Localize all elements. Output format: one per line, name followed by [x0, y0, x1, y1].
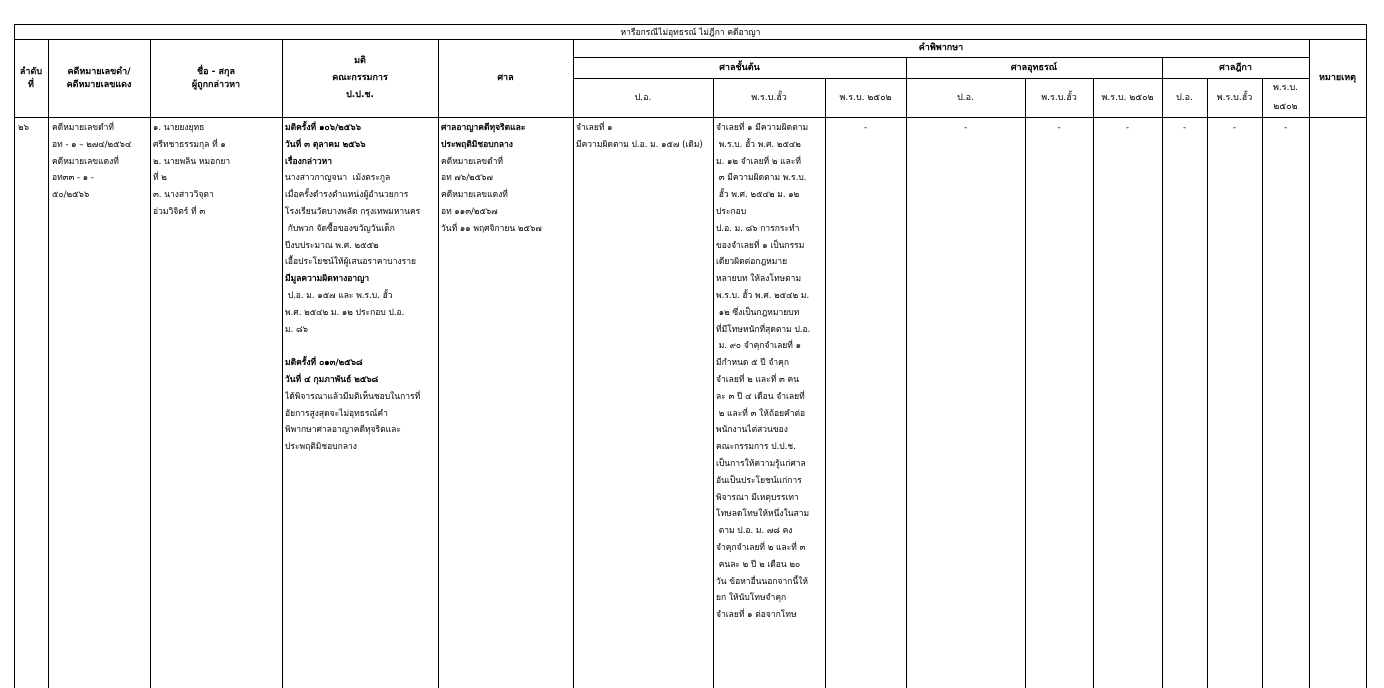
text-line: ยก ให้นับโทษจำคุก	[716, 593, 787, 604]
text-line: ของจำเลยที่ ๑ เป็นกรรม	[716, 240, 805, 251]
row-first-2502: -	[863, 123, 868, 134]
text-line: พ.ร.บ. ฮั้ว พ.ศ. ๒๕๔๒ ม.	[716, 290, 810, 301]
column-divider	[1093, 78, 1094, 688]
column-divider	[713, 78, 714, 688]
header-judgment: คำพิพากษา	[918, 43, 964, 54]
row-first-anticorrupt	[716, 120, 824, 624]
header-no-line: ที่	[28, 79, 34, 90]
text-line: ที่มีโทษหนักที่สุดตาม ป.อ.	[716, 324, 811, 335]
text-line: โรงเรียนวัดบางพลัด กรุงเทพมหานคร	[285, 206, 421, 217]
text-line: ๓. นางสาววิจุตา	[153, 190, 214, 201]
row-appeal-2502: -	[1125, 123, 1130, 134]
text-line: ประกอบ	[716, 206, 747, 217]
table-border-left	[14, 24, 15, 688]
subheader-first-anticorrupt: พ.ร.บ.ฮั้ว	[751, 92, 787, 103]
text-line: นางสาวกาญจนา เม้งตระกูล	[285, 173, 391, 184]
header-appeal-court: ศาลอุทธรณ์	[1010, 62, 1058, 73]
bold-text-line: เรื่องกล่าวหา	[285, 156, 333, 167]
subheader-supreme-anticorrupt: พ.ร.บ.ฮั้ว	[1216, 92, 1253, 103]
text-line: ได้พิจารณาแล้วมีมติเห็นชอบในการที่	[285, 391, 421, 402]
text-line: คดีหมายเลขดำที่	[52, 123, 114, 133]
bold-text-line: ประพฤติมิชอบกลาง	[441, 139, 513, 150]
text-line: มีความผิดตาม ป.อ. ม. ๑๕๗ (เดิม)	[576, 139, 703, 150]
text-line: ประพฤติมิชอบกลาง	[285, 442, 357, 453]
header-supreme-court: ศาลฎีกา	[1219, 62, 1252, 73]
subheader-appeal-pa: ป.อ.	[957, 92, 974, 103]
text-line: เป็นการให้ความรู้แก่ศาล	[716, 458, 806, 469]
text-line: เอื้อประโยชน์ให้ผู้เสนอราคาบางราย	[285, 257, 416, 268]
header-resolution-line: คณะกรรมการ	[332, 73, 388, 83]
text-line: คดีหมายเลขแดงที่	[52, 156, 119, 167]
row-supreme-pa: -	[1182, 123, 1187, 134]
text-line: ม. ๙๐ จำคุกจำเลยที่ ๑	[716, 341, 801, 352]
text-line: ๒ และที่ ๓ ให้ถ้อยคำต่อ	[716, 408, 806, 419]
column-divider	[48, 39, 49, 688]
header-case-no-line: คดีหมายเลขแดง	[66, 79, 132, 90]
bold-text-line: ศาลอาญาคดีทุจริตและ	[441, 123, 526, 133]
text-line: พิจารณา มีเหตุบรรเทา	[716, 492, 799, 503]
subheader-supreme-2502-line: ๒๕๐๒	[1273, 102, 1298, 112]
column-divider	[1309, 39, 1310, 688]
subheader-supreme-2502	[1262, 79, 1309, 117]
header-name-line: ผู้ถูกกล่าวหา	[191, 79, 241, 90]
column-divider	[1262, 78, 1263, 688]
text-line: พนักงานไต่สวนของ	[716, 425, 788, 436]
column-divider	[573, 39, 574, 688]
column-divider	[1162, 57, 1163, 688]
subheader-supreme-2502-line: พ.ร.บ.	[1272, 83, 1299, 93]
row-supreme-2502: -	[1283, 123, 1288, 134]
text-line: กับพวก จัดซื้อของขวัญวันเด็ก	[285, 223, 395, 234]
column-divider	[906, 57, 907, 688]
text-line: ๑๒ ซึ่งเป็นกฎหมายบท	[716, 307, 800, 318]
column-divider	[438, 39, 439, 688]
text-line: ๒. นายพลิน หมอกยา	[153, 156, 231, 167]
text-line: คดีหมายเลขแดงที่	[441, 190, 508, 201]
column-divider	[150, 39, 151, 688]
subheader-first-pa: ป.อ.	[634, 92, 652, 103]
text-line: จำคุกจำเลยที่ ๒ และที่ ๓	[716, 542, 806, 553]
header-case-no	[48, 40, 150, 117]
text-line: โทษลดโทษให้หนึ่งในสาม	[716, 509, 810, 520]
text-line: อันเป็นประโยชน์แก่การ	[716, 475, 802, 486]
text-line: ละ ๓ ปี ๔ เดือน จำเลยที่	[716, 391, 805, 402]
text-line: ๓ มีความผิดตาม พ.ร.บ.	[716, 173, 807, 184]
row-appeal-pa: -	[963, 123, 968, 134]
bold-text-line: มติครั้งที่ ๐๑๓/๒๕๖๘	[285, 358, 363, 369]
subheader-supreme-pa: ป.อ.	[1176, 92, 1193, 103]
text-line: ปีงบประมาณ พ.ศ. ๒๕๕๒	[285, 240, 379, 251]
text-line: ๕๐/๒๕๖๖	[52, 190, 90, 201]
row-name	[153, 120, 281, 221]
text-line: ที่ ๒	[153, 173, 167, 184]
text-line: หลายบท ให้ลงโทษตาม	[716, 274, 802, 285]
text-line: อท๓๓ - ๑ -	[52, 173, 94, 184]
text-line: คดีหมายเลขดำที่	[441, 156, 503, 167]
row-appeal-anticorrupt: -	[1057, 123, 1061, 134]
row-case-no	[52, 120, 149, 204]
text-line: อท - ๑ – ๒๗๔/๒๕๖๔	[52, 139, 132, 150]
bold-text-line: วันที่ ๔ กุมภาพันธ์ ๒๕๖๘	[285, 374, 379, 385]
text-line: จำเลยที่ ๑	[576, 123, 613, 133]
text-line: ตาม ป.อ. ม. ๗๘ คง	[716, 526, 793, 537]
text-line: วันที่ ๑๑ พฤศจิกายน ๒๕๖๗	[441, 223, 542, 234]
text-line: จำเลยที่ ๑ มีความผิดตาม	[716, 123, 809, 133]
text-line: ป.อ. ม. ๑๕๗ และ พ.ร.บ. ฮั้ว	[285, 290, 393, 301]
text-line: พ.ศ. ๒๕๔๒ ม. ๑๒ ประกอบ ป.อ.	[285, 307, 405, 318]
header-no	[14, 40, 48, 117]
bold-text-line: วันที่ ๓ ตุลาคม ๒๕๖๖	[285, 139, 366, 150]
text-line: มีกำหนด ๕ ปี จำคุก	[716, 358, 789, 369]
text-line	[285, 338, 437, 355]
column-divider	[1025, 78, 1026, 688]
column-divider	[1207, 78, 1208, 688]
row-court	[441, 120, 572, 238]
text-line: เดียวผิดต่อกฎหมาย	[716, 257, 788, 268]
header-resolution-line: มติ	[354, 56, 366, 66]
header-court: ศาล	[497, 73, 514, 84]
header-resolution	[282, 40, 438, 117]
column-divider	[282, 39, 283, 688]
text-line: จำเลยที่ ๑ ต่อจากโทษ	[716, 610, 797, 621]
text-line: คนละ ๒ ปี ๒ เดือน ๒๐	[716, 559, 801, 570]
column-divider	[825, 78, 826, 688]
text-line: เมื่อครั้งดำรงตำแหน่งผู้อำนวยการ	[285, 190, 409, 201]
row-resolution	[285, 120, 437, 456]
text-line: อท ๑๑๓/๒๕๖๗	[441, 206, 498, 217]
header-name-line: ชื่อ - สกุล	[197, 67, 235, 78]
text-line: ป.อ. ม. ๘๖ การกระทำ	[716, 223, 800, 234]
table-header-bottom	[14, 117, 1367, 118]
text-line: อัยการสูงสุดจะไม่อุทธรณ์คำ	[285, 408, 388, 419]
text-line: อ่วมวิจิตร์ ที่ ๓	[153, 206, 206, 217]
text-line: คณะกรรมการ ป.ป.ช.	[716, 442, 796, 453]
text-line: ม. ๑๒ จำเลยที่ ๒ และที่	[716, 156, 802, 167]
header-first-court: ศาลชั้นต้น	[719, 62, 760, 73]
text-line: ฮั้ว พ.ศ. ๒๕๔๒ ม. ๑๒	[716, 190, 800, 201]
row-no: ๒๖	[18, 123, 29, 133]
subheader-appeal-anticorrupt: พ.ร.บ.ฮั้ว	[1041, 92, 1077, 103]
bold-text-line: มติครั้งที่ ๑๐๖/๒๕๖๖	[285, 123, 361, 133]
text-line: พ.ร.บ. ฮั้ว พ.ศ. ๒๕๔๒	[716, 139, 801, 150]
text-line: ม. ๘๖	[285, 324, 308, 335]
subheader-first-2502: พ.ร.บ. ๒๕๐๒	[839, 92, 892, 103]
text-line: ศรีทชาธรรมกุล ที่ ๑	[153, 139, 226, 150]
header-case-no-line: คดีหมายเลขดำ/	[67, 67, 131, 78]
text-line: พิพากษาศาลอาญาคดีทุจริตและ	[285, 425, 401, 436]
header-no-line: ลำดับ	[19, 67, 43, 78]
text-line: ๑. นายยงยุทธ	[153, 123, 205, 133]
row-supreme-anticorrupt: -	[1232, 123, 1237, 134]
text-line: วัน ข้อหาอื่นนอกจากนี้ให้	[716, 576, 809, 587]
row-first-pa	[576, 120, 712, 154]
text-line: อท ๗๖/๒๕๖๗	[441, 173, 493, 184]
table-caption: หารือกรณีไม่อุทธรณ์ ไม่ฎีกา คดีอาญา	[620, 27, 761, 38]
text-line: จำเลยที่ ๒ และที่ ๓ คน	[716, 374, 800, 385]
header-name	[150, 40, 282, 117]
bold-text-line: มีมูลความผิดทางอาญา	[285, 274, 370, 285]
header-resolution-line: ป.ป.ช.	[346, 90, 374, 100]
header-remark: หมายเหตุ	[1318, 73, 1357, 84]
subheader-appeal-2502: พ.ร.บ. ๒๕๐๒	[1101, 92, 1154, 103]
table-border-right	[1366, 24, 1367, 688]
